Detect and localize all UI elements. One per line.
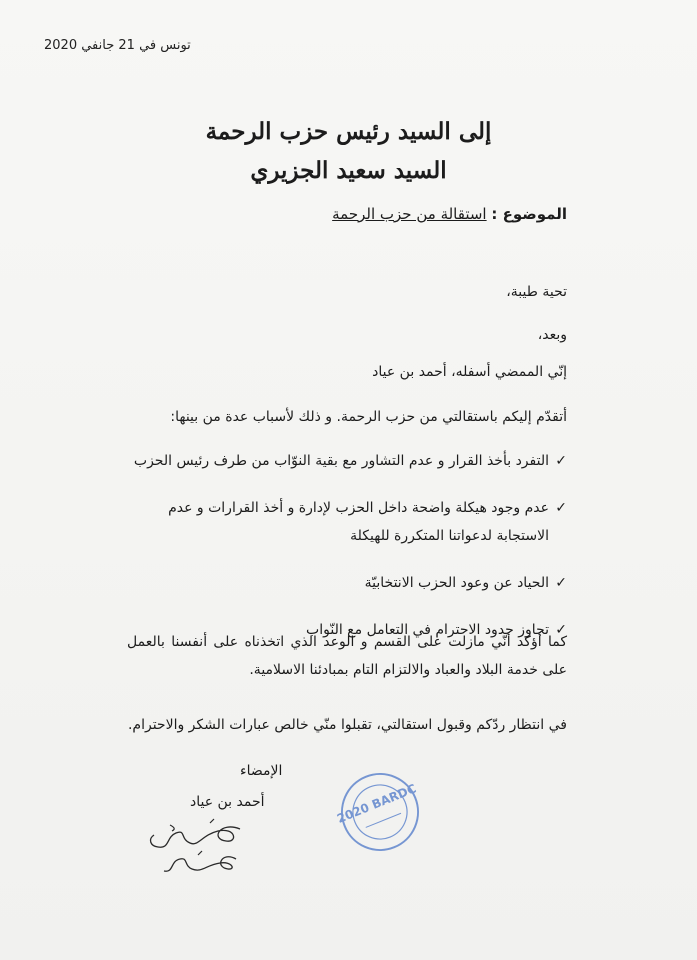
recipient-name: السيد سعيد الجزيري xyxy=(250,157,447,184)
check-icon: ✓ xyxy=(555,575,567,591)
list-item xyxy=(122,569,567,597)
stamp-icon xyxy=(325,765,435,860)
check-icon: ✓ xyxy=(555,453,567,469)
recipient-title: إلى السيد رئيس حزب الرحمة xyxy=(205,118,492,145)
closing-line: في انتظار ردّكم وقبول استقالتي، تقبلوا منّي خالص عبارات الشكر والاحترام. xyxy=(127,717,567,733)
subject-line xyxy=(332,205,567,223)
affirmation-paragraph: كما أؤكد أنّي مازلت على القسم و الوعد الذي اتخذناه على أنفسنا بالعمل على خدمة البلاد والعباد والالتزام التام بمبادئنا الاسلامية. xyxy=(127,634,567,678)
reason-text: الحياد عن وعود الحزب الانتخابيّة xyxy=(364,575,549,591)
reason-text: التفرد بأخذ القرار و عدم التشاور مع بقية النوّاب من طرف رئيس الحزب xyxy=(133,453,549,469)
intro-line: إنّي الممضي أسفله، أحمد بن عياد xyxy=(372,364,567,380)
subject-value: استقالة من حزب الرحمة xyxy=(332,205,487,223)
letter-date: تونس في 21 جانفي 2020 xyxy=(44,38,191,53)
reasons-intro: أتقدّم إليكم باستقالتي من حزب الرحمة. و ذلك لأسباب عدة من بينها: xyxy=(170,409,567,425)
signature-icon xyxy=(140,815,260,885)
subject-label: الموضوع : xyxy=(491,205,567,223)
wabaad: وبعد، xyxy=(537,327,567,343)
list-item xyxy=(122,494,567,550)
check-icon: ✓ xyxy=(555,622,567,638)
list-item xyxy=(122,447,567,475)
reason-text: تجاوز حدود الاحترام في التعامل مع النّواب xyxy=(306,622,549,638)
reason-text: عدم وجود هيكلة واضحة داخل الحزب لإدارة و أخذ القرارات و عدم الاستجابة لدعواتنا المتكررة للهيكلة xyxy=(168,500,549,544)
signature-label: الإمضاء xyxy=(240,763,283,779)
signatory-name: أحمد بن عياد xyxy=(190,794,265,810)
check-icon: ✓ xyxy=(555,500,567,516)
stamp-text: 2020 BARDC xyxy=(335,781,419,826)
greeting: تحية طيبة، xyxy=(506,284,567,300)
